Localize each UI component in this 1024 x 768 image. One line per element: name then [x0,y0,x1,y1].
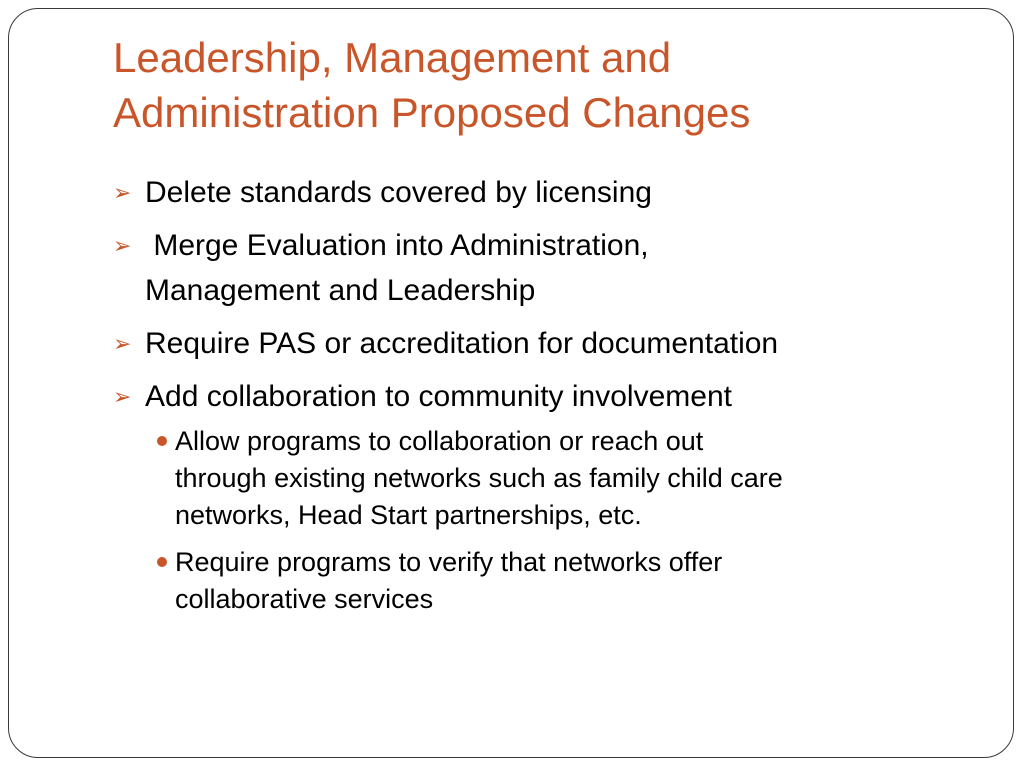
arrow-bullet-icon: ➢ [113,180,132,205]
dot-bullet-icon [157,557,167,567]
sub-bullet-allow-programs [113,423,993,534]
dot-bullet-icon [157,436,167,446]
bullet-text-continued: Management and Leadership [145,274,536,307]
sub-bullet-text-continued: collaborative services [175,584,434,614]
sub-bullet-text-continued: through existing networks such as family child care [175,463,783,493]
slide-title [113,30,973,140]
bullet-require-pas [113,321,993,366]
arrow-bullet-icon: ➢ [113,384,132,409]
bullet-merge-evaluation [113,223,993,313]
arrow-bullet-icon: ➢ [113,233,132,258]
bullet-add-collaboration [113,374,993,419]
bullet-text: Add collaboration to community involvement [145,380,732,413]
slide-title-line-1: Leadership, Management and [113,34,672,81]
bullet-text: Merge Evaluation into Administration, [145,229,649,262]
sub-bullet-text-continued: networks, Head Start partnerships, etc. [175,500,642,530]
bullet-text: Delete standards covered by licensing [145,176,652,209]
sub-bullet-require-verify [113,544,993,618]
sub-bullet-text: Allow programs to collaboration or reach out [175,426,704,456]
slide-title-line-2: Administration Proposed Changes [113,89,751,136]
bullet-text: Require PAS or accreditation for documentation [145,327,779,360]
bullet-delete-standards [113,170,993,215]
arrow-bullet-icon: ➢ [113,331,132,356]
slide-content [113,170,993,628]
sub-bullet-text: Require programs to verify that networks offer [175,547,723,577]
